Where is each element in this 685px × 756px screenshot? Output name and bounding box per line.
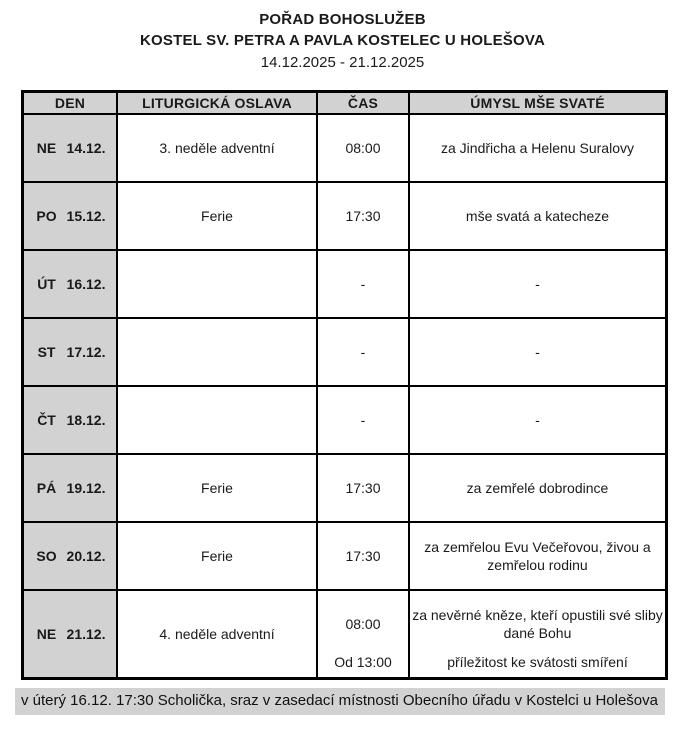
intention-entry: za nevěrné kněze, kteří opustili své sliby dané Bohu [412, 607, 663, 642]
table-row [23, 114, 667, 182]
celebration-cell: Ferie [117, 522, 317, 590]
schedule-header [23, 92, 667, 115]
column-header-celebration: LITURGICKÁ OSLAVA [117, 92, 317, 115]
day-cell [23, 454, 118, 522]
table-row [23, 522, 667, 590]
time-cell: 17:30 [317, 454, 409, 522]
intention-entry: příležitost ke svátosti smíření [447, 653, 628, 670]
celebration-cell [117, 318, 317, 386]
day-cell [23, 182, 118, 250]
celebration-cell: 3. neděle adventní [117, 114, 317, 182]
day-date: 17.12. [66, 344, 106, 360]
day-date: 16.12. [66, 276, 106, 292]
time-entry: 08:00 [345, 616, 381, 633]
intention-cell [409, 590, 667, 678]
day-cell [23, 590, 118, 678]
intention-cell: za zemřelé dobrodince [409, 454, 667, 522]
table-row [23, 454, 667, 522]
time-cell: 17:30 [317, 182, 409, 250]
day-abbreviation: ÚT [37, 276, 56, 292]
day-cell [23, 386, 118, 454]
table-row [23, 250, 667, 318]
intention-cell: - [409, 386, 667, 454]
day-cell [23, 250, 118, 318]
day-date: 14.12. [66, 140, 106, 156]
table-row [23, 386, 667, 454]
day-abbreviation: ST [37, 344, 56, 360]
celebration-cell: Ferie [117, 454, 317, 522]
intention-stack [410, 592, 665, 676]
day-cell [23, 318, 118, 386]
day-date: 19.12. [66, 480, 106, 496]
day-abbreviation: SO [36, 548, 57, 564]
table-row [23, 590, 667, 678]
time-cell: 08:00 [317, 114, 409, 182]
page-title: POŘAD BOHOSLUŽEB [259, 11, 426, 28]
column-header-intention: ÚMYSL MŠE SVATÉ [409, 92, 667, 115]
column-header-day: DEN [23, 92, 118, 115]
footer-note: v úterý 16.12. 17:30 Scholička, sraz v zasedací místnosti Obecního úřadu v Kostelci u Holešova [15, 688, 665, 715]
schedule-body [23, 114, 667, 678]
day-date: 15.12. [66, 208, 106, 224]
day-abbreviation: ČT [37, 412, 56, 428]
time-entry: Od 13:00 [334, 653, 392, 670]
time-cell: - [317, 318, 409, 386]
day-cell [23, 522, 118, 590]
time-cell: - [317, 386, 409, 454]
intention-cell: - [409, 318, 667, 386]
day-date: 18.12. [66, 412, 106, 428]
intention-cell: mše svatá a katecheze [409, 182, 667, 250]
day-date: 20.12. [66, 548, 106, 564]
intention-cell: za Jindřicha a Helenu Suralovy [409, 114, 667, 182]
celebration-cell: Ferie [117, 182, 317, 250]
day-abbreviation: NE [36, 140, 57, 156]
celebration-cell [117, 386, 317, 454]
time-cell: 17:30 [317, 522, 409, 590]
column-header-time: ČAS [317, 92, 409, 115]
title-block [0, 0, 685, 73]
church-name: KOSTEL SV. PETRA A PAVLA KOSTELEC U HOLEŠOVA [140, 32, 545, 49]
day-abbreviation: PÁ [36, 480, 57, 496]
time-cell: - [317, 250, 409, 318]
time-stack [318, 592, 408, 676]
day-date: 21.12. [66, 625, 106, 642]
celebration-cell [117, 250, 317, 318]
table-row [23, 318, 667, 386]
day-cell [23, 114, 118, 182]
intention-cell: za zemřelou Evu Večeřovou, živou a zemřelou rodinu [409, 522, 667, 590]
date-range: 14.12.2025 - 21.12.2025 [260, 54, 425, 71]
schedule-table [21, 90, 668, 680]
intention-cell: - [409, 250, 667, 318]
day-abbreviation: PO [36, 208, 57, 224]
header-row [23, 92, 667, 115]
celebration-cell: 4. neděle adventní [117, 590, 317, 678]
day-abbreviation: NE [36, 625, 57, 642]
table-row [23, 182, 667, 250]
time-cell [317, 590, 409, 678]
